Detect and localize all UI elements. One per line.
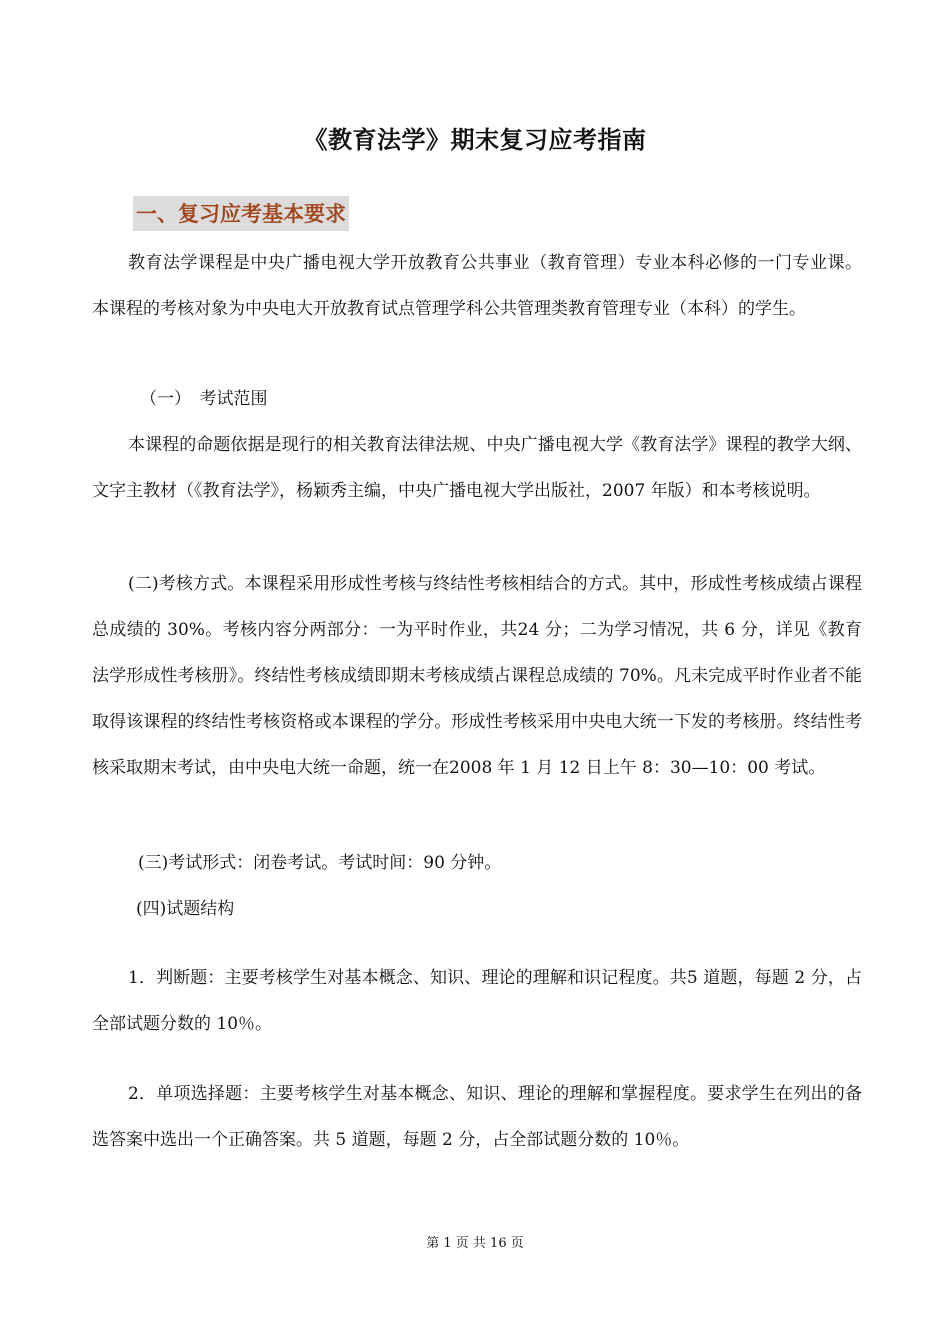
intro-paragraph: 教育法学课程是中央广播电视大学开放教育公共事业（教育管理）专业本科必修的一门专业课。 本课程的考核对象为中央电大开放教育试点管理学科公共管理类教育管理专业（本科）的学生。 — [92, 253, 862, 319]
question-structure-heading: (四)试题结构 — [136, 899, 235, 919]
document-title: 《教育法学》期末复习应考指南 — [303, 126, 647, 154]
exam-form-line: (三)考试形式：闭卷考试。考试时间：90 分钟。 — [138, 853, 502, 873]
exam-scope-paragraph: 本课程的命题依据是现行的相关教育法律法规、中央广播电视大学《教育法学》课程的教学大纲、文字主教材（《教育法学》，杨颖秀主编，中央广播电视大学出版社，2007 年版）和本考核说明。 — [92, 435, 862, 501]
section-heading-requirements: 一、复习应考基本要求 — [133, 196, 349, 231]
exam-scope-heading: （一） 考试范围 — [140, 389, 268, 409]
question-item-single-choice: 2．单项选择题：主要考核学生对基本概念、知识、理论的理解和掌握程度。要求学生在列出的备选答案中选出一个正确答案。共 5 道题，每题 2 分，占全部试题分数的 10％。 — [92, 1084, 862, 1150]
page-number-footer: 第 1 页 共 16 页 — [426, 1236, 524, 1251]
assessment-paragraph: (二)考核方式。本课程采用形成性考核与终结性考核相结合的方式。其中，形成性考核成绩占课程总成绩的 30%。考核内容分两部分：一为平时作业，共24 分；二为学习情况，共 6 分，详见《教育法学形成性考核册》。终结性考核成绩即期末考核成绩占课程总成绩的 70%。凡未完成平时作业者不能取得该课程的终结性考核资格或本课程的学分。形成性考核采用中央电大统一下发的考核册。终结性考核采取期末考试，由中央电大统一命题，统一在2008 年 1 月 12 日上午 8：30—10：00 考试。 — [92, 574, 862, 778]
question-item-true-false: 1．判断题：主要考核学生对基本概念、知识、理论的理解和识记程度。共5 道题，每题 2 分，占全部试题分数的 10％。 — [92, 968, 862, 1034]
